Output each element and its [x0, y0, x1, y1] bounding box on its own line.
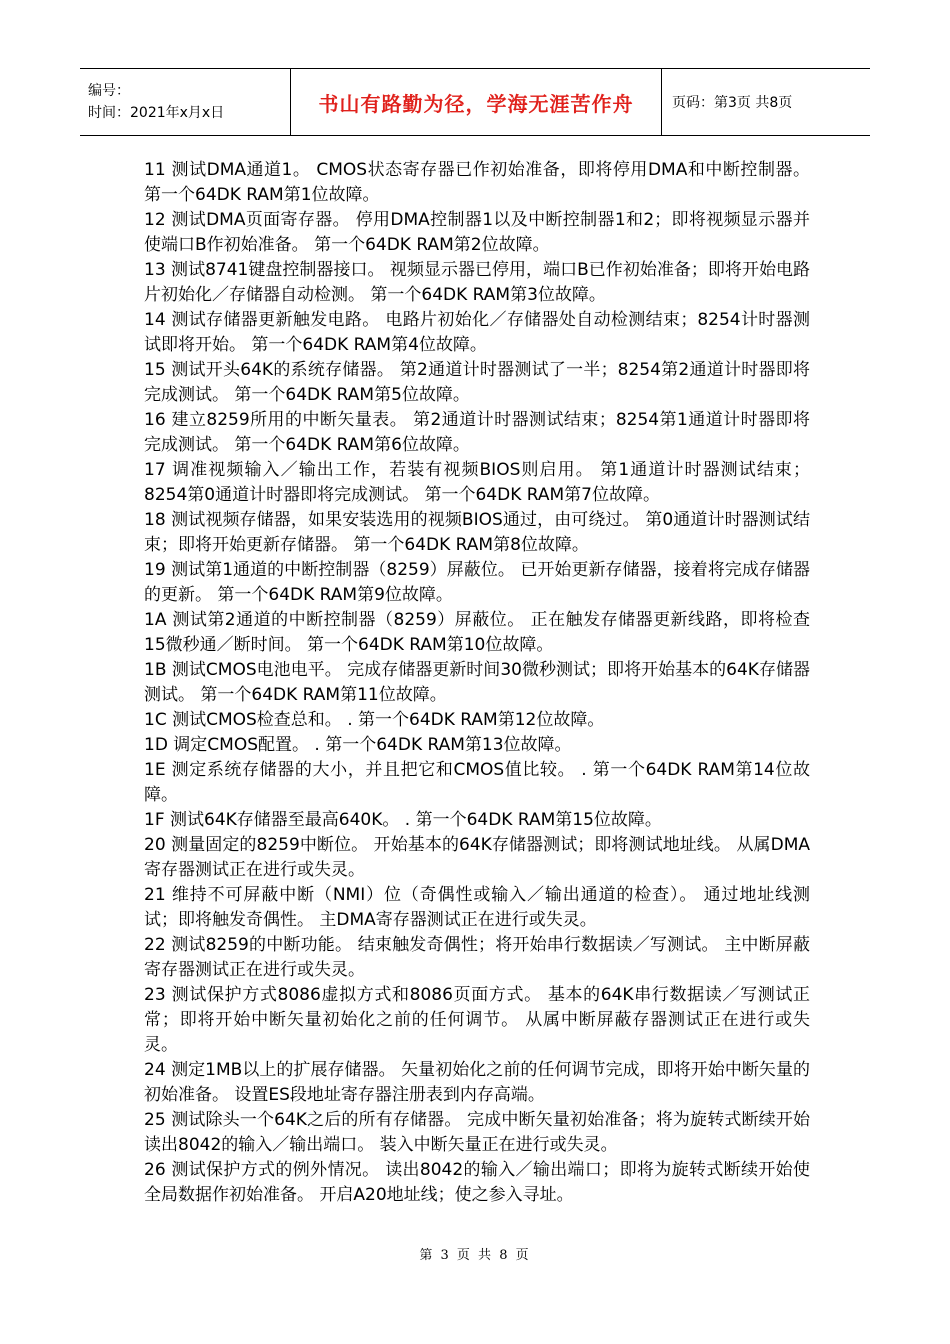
code-entry-1f: 1F 测试64K存储器至最高640K。 . 第一个64DK RAM第15位故障。 [144, 810, 662, 830]
code-entry-14: 14 测试存储器更新触发电路。 电路片初始化／存储器处自动检测结束；8254计时器测试即将开始。 第一个64DK RAM第4位故障。 [144, 310, 810, 355]
code-entry-25: 25 测试除头一个64K之后的所有存储器。 完成中断矢量初始准备；将为旋转式断续开始读出8042的输入／输出端口。 装入中断矢量正在进行或失灵。 [144, 1110, 810, 1155]
code-entry-1d: 1D 调定CMOS配置。 . 第一个64DK RAM第13位故障。 [144, 735, 572, 755]
code-entry-24: 24 测定1MB以上的扩展存储器。 矢量初始化之前的任何调节完成，即将开始中断矢量的初始准备。 设置ES段地址寄存器注册表到内存高端。 [144, 1060, 810, 1105]
code-entry-16: 16 建立8259所用的中断矢量表。 第2通道计时器测试结束；8254第1通道计时器即将完成测试。 第一个64DK RAM第6位故障。 [144, 410, 810, 455]
code-entry-20: 20 测量固定的8259中断位。 开始基本的64K存储器测试；即将测试地址线。 从属DMA寄存器测试正在进行或失灵。 [144, 835, 810, 880]
code-entry-22: 22 测试8259的中断功能。 结束触发奇偶性；将开始串行数据读／写测试。 主中断屏蔽寄存器测试正在进行或失灵。 [144, 935, 810, 980]
code-entry-26: 26 测试保护方式的例外情况。 读出8042的输入／输出端口；即将为旋转式断续开始使全局数据作初始准备。 开启A20地址线；使之参入寻址。 [144, 1160, 810, 1205]
code-entry-1a: 1A 测试第2通道的中断控制器（8259）屏蔽位。 正在触发存储器更新线路，即将检查15微秒通／断时间。 第一个64DK RAM第10位故障。 [144, 610, 810, 655]
header-meta [80, 69, 291, 136]
code-entry-21: 21 维持不可屏蔽中断（NMI）位（奇偶性或输入／输出通道的检查）。 通过地址线测试；即将触发奇偶性。 主DMA寄存器测试正在进行或失灵。 [144, 885, 810, 930]
code-entry-13: 13 测试8741键盘控制器接口。 视频显示器已停用，端口B已作初始准备；即将开始电路片初始化／存储器自动检测。 第一个64DK RAM第3位故障。 [144, 260, 810, 305]
page-header [80, 68, 870, 136]
code-entry-15: 15 测试开头64K的系统存储器。 第2通道计时器测试了一半；8254第2通道计时器即将完成测试。 第一个64DK RAM第5位故障。 [144, 360, 810, 405]
code-entry-19: 19 测试第1通道的中断控制器（8259）屏蔽位。 已开始更新存储器，接着将完成存储器的更新。 第一个64DK RAM第9位故障。 [144, 560, 810, 605]
code-entry-17: 17 调准视频输入／输出工作，若装有视频BIOS则启用。 第1通道计时器测试结束；8254第0通道计时器即将完成测试。 第一个64DK RAM第7位故障。 [144, 460, 810, 505]
code-entry-1c: 1C 测试CMOS检查总和。 . 第一个64DK RAM第12位故障。 [144, 710, 605, 730]
code-entry-18: 18 测试视频存储器，如果安装选用的视频BIOS通过，由可绕过。 第0通道计时器测试结束；即将开始更新存储器。 第一个64DK RAM第8位故障。 [144, 510, 810, 555]
code-entry-1e: 1E 测定系统存储器的大小，并且把它和CMOS值比较。 . 第一个64DK RAM第14位故障。 [144, 760, 810, 805]
header-motto: 书山有路勤为径，学海无涯苦作舟 [318, 91, 634, 116]
document-body [144, 158, 810, 1208]
code-entry-23: 23 测试保护方式8086虚拟方式和8086页面方式。 基本的64K串行数据读／写测试正常；即将开始中断矢量初始化之前的任何调节。 从属中断屏蔽存器测试正在进行或失灵。 [144, 985, 810, 1055]
code-entry-12: 12 测试DMA页面寄存器。 停用DMA控制器1以及中断控制器1和2；即将视频显示器并使端口B作初始准备。 第一个64DK RAM第2位故障。 [144, 210, 810, 255]
code-entry-1b: 1B 测试CMOS电池电平。 完成存储器更新时间30微秒测试；即将开始基本的64K存储器测试。 第一个64DK RAM第11位故障。 [144, 660, 810, 705]
document-number-label: 编号： [88, 83, 130, 99]
header-motto-cell [291, 69, 662, 136]
header-page-info: 页码：第3页 共8页 [662, 69, 871, 136]
page-footer: 第 3 页 共 8 页 [419, 1248, 531, 1263]
code-entry-11: 11 测试DMA通道1。 CMOS状态寄存器已作初始准备，即将停用DMA和中断控制器。 第一个64DK RAM第1位故障。 [144, 160, 810, 205]
document-date: 时间：2021年x月x日 [88, 105, 225, 121]
